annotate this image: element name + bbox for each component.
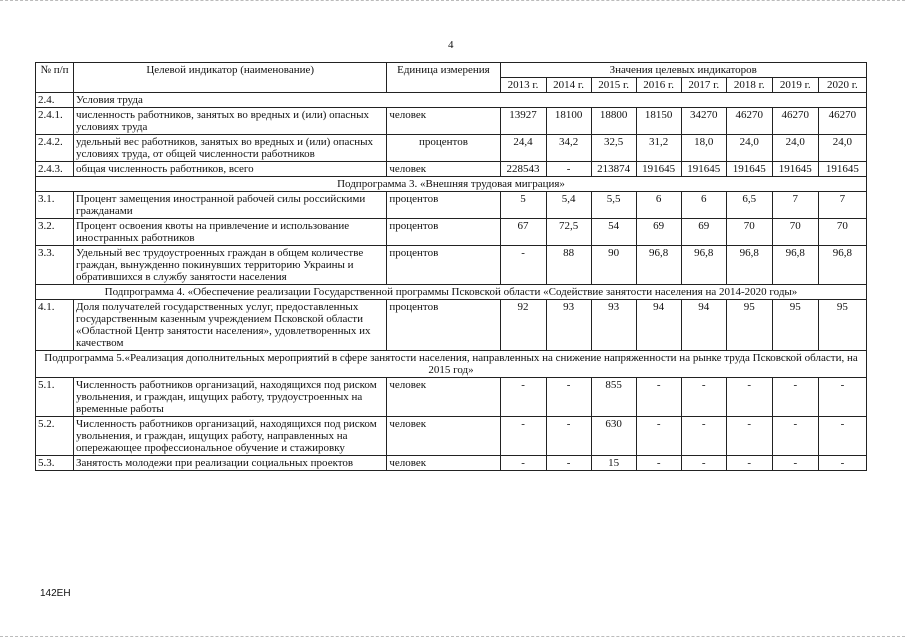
header-year: 2020 г. [818, 78, 866, 93]
row-number: 3.1. [36, 192, 74, 219]
unit-of-measure: процентов [387, 246, 500, 285]
unit-of-measure: процентов [387, 192, 500, 219]
unit-of-measure: человек [387, 162, 500, 177]
unit-of-measure: человек [387, 456, 500, 471]
value-cell: 95 [818, 300, 866, 351]
subprogram-title: Подпрограмма 4. «Обеспечение реализации Государственной программы Псковской области «Содействие занятости населения на 2014-2020 годы» [36, 285, 867, 300]
value-cell: - [500, 246, 546, 285]
value-cell: 15 [591, 456, 636, 471]
value-cell: 5,5 [591, 192, 636, 219]
indicator-name: Процент замещения иностранной рабочей силы российскими гражданами [74, 192, 387, 219]
page-number: 4 [448, 39, 454, 51]
value-cell: - [681, 417, 726, 456]
unit-of-measure: процентов [387, 219, 500, 246]
value-cell: 96,8 [636, 246, 681, 285]
indicator-name: Процент освоения квоты на привлечение и использование иностранных работников [74, 219, 387, 246]
footer-code: 142ЕН [40, 588, 71, 599]
value-cell: 92 [500, 300, 546, 351]
value-cell: 34,2 [546, 135, 591, 162]
value-cell: 18800 [591, 108, 636, 135]
value-cell: 46270 [726, 108, 772, 135]
value-cell: 69 [681, 219, 726, 246]
value-cell: 46270 [772, 108, 818, 135]
value-cell: 213874 [591, 162, 636, 177]
value-cell: - [636, 456, 681, 471]
header-year: 2018 г. [726, 78, 772, 93]
scan-edge-top [0, 0, 905, 3]
value-cell: 70 [772, 219, 818, 246]
table-row [36, 192, 867, 219]
subprogram-title: Подпрограмма 5.«Реализация дополнительных мероприятий в сфере занятости населения, направленных на снижение напряженности на рынке труда Псковской области, на 2015 год» [36, 351, 867, 378]
table-row [36, 378, 867, 417]
value-cell: 6 [636, 192, 681, 219]
header-year: 2019 г. [772, 78, 818, 93]
value-cell: 94 [636, 300, 681, 351]
value-cell: 228543 [500, 162, 546, 177]
value-cell: 24,0 [818, 135, 866, 162]
value-cell: - [546, 456, 591, 471]
table-row [36, 219, 867, 246]
value-cell: 18,0 [681, 135, 726, 162]
value-cell: 191645 [726, 162, 772, 177]
header-unit: Единица измерения [387, 63, 500, 93]
row-number: 5.1. [36, 378, 74, 417]
value-cell: - [726, 378, 772, 417]
header-year: 2017 г. [681, 78, 726, 93]
row-number: 2.4.1. [36, 108, 74, 135]
section-row [36, 93, 867, 108]
indicator-name: Занятость молодежи при реализации социальных проектов [74, 456, 387, 471]
value-cell: 6,5 [726, 192, 772, 219]
table-row [36, 417, 867, 456]
value-cell: 31,2 [636, 135, 681, 162]
header-year: 2016 г. [636, 78, 681, 93]
indicator-name: Удельный вес трудоустроенных граждан в общем количестве граждан, вынужденно покинувших территорию Украины и обратившихся в службу занятости населения [74, 246, 387, 285]
row-number: 3.3. [36, 246, 74, 285]
value-cell: - [726, 417, 772, 456]
row-number: 5.2. [36, 417, 74, 456]
table-row [36, 300, 867, 351]
value-cell: - [772, 417, 818, 456]
row-number: 2.4. [36, 93, 74, 108]
value-cell: - [818, 456, 866, 471]
row-number: 2.4.2. [36, 135, 74, 162]
value-cell: 630 [591, 417, 636, 456]
value-cell: 5,4 [546, 192, 591, 219]
value-cell: - [546, 417, 591, 456]
value-cell: 5 [500, 192, 546, 219]
value-cell: - [818, 378, 866, 417]
value-cell: 6 [681, 192, 726, 219]
value-cell: 90 [591, 246, 636, 285]
scan-edge-bottom [0, 636, 905, 639]
value-cell: 96,8 [818, 246, 866, 285]
value-cell: - [546, 378, 591, 417]
header-indicator: Целевой индикатор (наименование) [74, 63, 387, 93]
value-cell: - [772, 456, 818, 471]
indicator-name: удельный вес работников, занятых во вредных и (или) опасных условиях труда, от общей численности работников [74, 135, 387, 162]
value-cell: 855 [591, 378, 636, 417]
table-row [36, 135, 867, 162]
table-row [36, 108, 867, 135]
value-cell: - [636, 378, 681, 417]
header-values: Значения целевых индикаторов [500, 63, 867, 78]
value-cell: - [500, 417, 546, 456]
value-cell: 24,4 [500, 135, 546, 162]
value-cell: 34270 [681, 108, 726, 135]
header-row-1 [36, 63, 867, 78]
value-cell: 96,8 [772, 246, 818, 285]
unit-of-measure: человек [387, 417, 500, 456]
subprogram-row [36, 177, 867, 192]
indicator-name: общая численность работников, всего [74, 162, 387, 177]
unit-of-measure: процентов [387, 300, 500, 351]
section-title: Условия труда [74, 93, 867, 108]
value-cell: - [500, 378, 546, 417]
value-cell: 191645 [636, 162, 681, 177]
value-cell: 13927 [500, 108, 546, 135]
value-cell: 18100 [546, 108, 591, 135]
value-cell: 93 [591, 300, 636, 351]
value-cell: 93 [546, 300, 591, 351]
header-year: 2013 г. [500, 78, 546, 93]
value-cell: 24,0 [726, 135, 772, 162]
indicator-name: Доля получателей государственных услуг, предоставленных государственным казенным учреждением Псковской области «Областной Центр занятости населения», удовлетворенных их качеством [74, 300, 387, 351]
value-cell: 7 [818, 192, 866, 219]
header-year: 2014 г. [546, 78, 591, 93]
value-cell: - [500, 456, 546, 471]
indicator-name: Численность работников организаций, находящихся под риском увольнения, и граждан, ищущих работу, направленных на опережающее профессиональное обучение и стажировку [74, 417, 387, 456]
value-cell: 96,8 [726, 246, 772, 285]
value-cell: 67 [500, 219, 546, 246]
row-number: 5.3. [36, 456, 74, 471]
value-cell: 96,8 [681, 246, 726, 285]
value-cell: 94 [681, 300, 726, 351]
value-cell: 7 [772, 192, 818, 219]
value-cell: 191645 [681, 162, 726, 177]
row-number: 3.2. [36, 219, 74, 246]
subprogram-title: Подпрограмма 3. «Внешняя трудовая миграция» [36, 177, 867, 192]
value-cell: 95 [772, 300, 818, 351]
value-cell: 88 [546, 246, 591, 285]
value-cell: - [726, 456, 772, 471]
subprogram-row [36, 285, 867, 300]
value-cell: 54 [591, 219, 636, 246]
value-cell: 70 [818, 219, 866, 246]
value-cell: - [681, 456, 726, 471]
value-cell: 46270 [818, 108, 866, 135]
unit-of-measure: человек [387, 378, 500, 417]
value-cell: - [546, 162, 591, 177]
table-body [36, 93, 867, 471]
table-row [36, 456, 867, 471]
table-row [36, 246, 867, 285]
header-num: № п/п [36, 63, 74, 93]
value-cell: - [681, 378, 726, 417]
value-cell: 32,5 [591, 135, 636, 162]
subprogram-row [36, 351, 867, 378]
value-cell: 24,0 [772, 135, 818, 162]
value-cell: - [772, 378, 818, 417]
target-indicators-table [35, 62, 867, 471]
value-cell: 191645 [818, 162, 866, 177]
unit-of-measure: человек [387, 108, 500, 135]
indicator-name: численность работников, занятых во вредных и (или) опасных условиях труда [74, 108, 387, 135]
value-cell: 72,5 [546, 219, 591, 246]
indicator-name: Численность работников организаций, находящихся под риском увольнения, и граждан, ищущих работу, трудоустроенных на временные работы [74, 378, 387, 417]
table-row [36, 162, 867, 177]
value-cell: - [818, 417, 866, 456]
header-year: 2015 г. [591, 78, 636, 93]
row-number: 2.4.3. [36, 162, 74, 177]
value-cell: 69 [636, 219, 681, 246]
value-cell: 191645 [772, 162, 818, 177]
value-cell: 70 [726, 219, 772, 246]
value-cell: - [636, 417, 681, 456]
row-number: 4.1. [36, 300, 74, 351]
value-cell: 18150 [636, 108, 681, 135]
unit-of-measure: процентов [387, 135, 500, 162]
value-cell: 95 [726, 300, 772, 351]
